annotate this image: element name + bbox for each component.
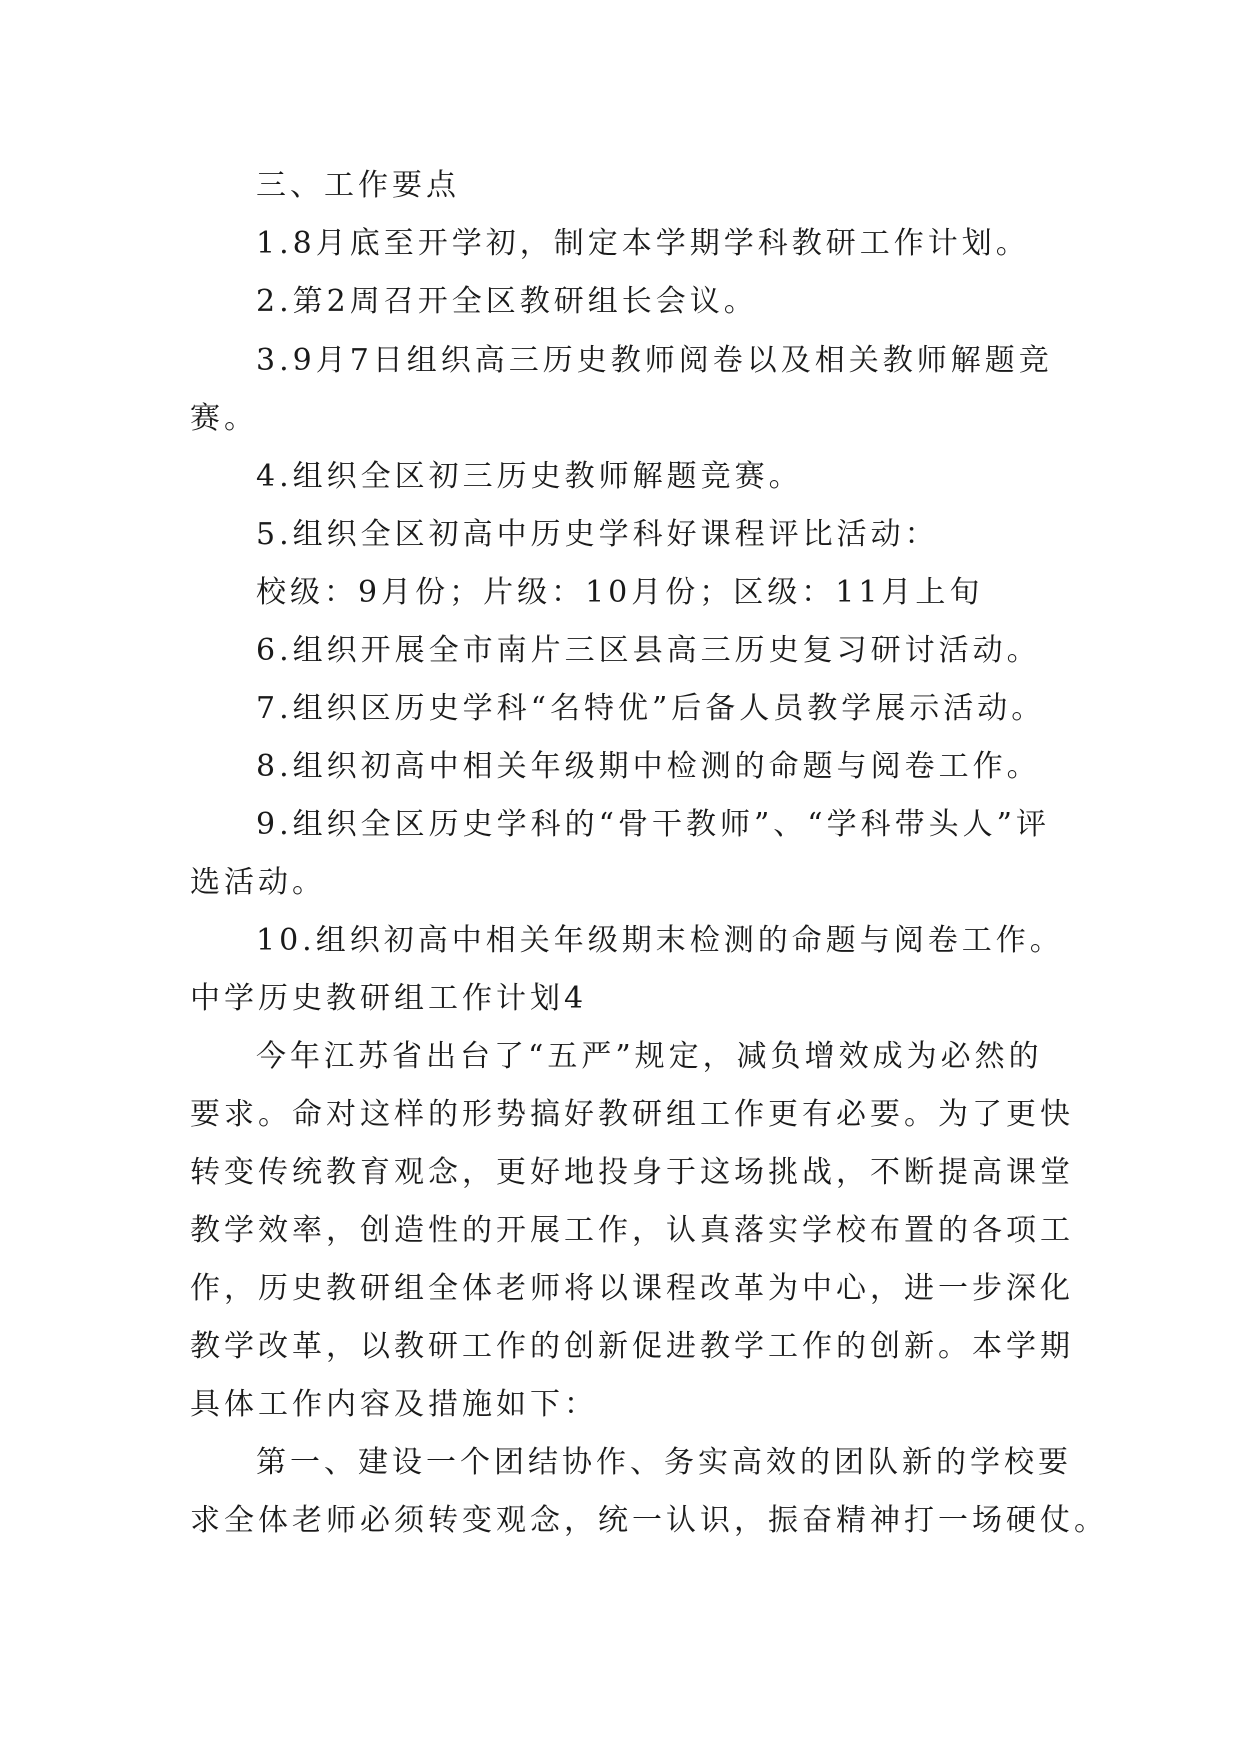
list-item-5-schedule: 校级：9月份；片级：10月份；区级：11月上旬 (256, 575, 984, 610)
paragraph-1-line-5: 作，历史教研组全体老师将以课程改革为中心，进一步深化 (190, 1271, 1074, 1306)
list-item-9: 9.组织全区历史学科的“骨干教师”、“学科带头人”评 (256, 807, 1050, 842)
list-item-3-cont: 赛。 (190, 401, 258, 436)
paragraph-1-line-6: 教学改革，以教研工作的创新促进教学工作的创新。本学期 (190, 1329, 1074, 1364)
paragraph-1-line-1: 今年江苏省出台了“五严”规定，减负增效成为必然的 (256, 1039, 1043, 1074)
list-item-2: 2.第2周召开全区教研组长会议。 (256, 284, 758, 319)
list-item-7: 7.组织区历史学科“名特优”后备人员教学展示活动。 (256, 691, 1046, 726)
paragraph-1-line-7: 具体工作内容及措施如下： (190, 1387, 598, 1422)
plan-title: 中学历史教研组工作计划4 (190, 981, 588, 1016)
list-item-5: 5.组织全区初高中历史学科好课程评比活动： (256, 517, 939, 552)
paragraph-2-line-1: 第一、建设一个团结协作、务实高效的团队新的学校要 (256, 1445, 1072, 1480)
list-item-9-cont: 选活动。 (190, 865, 326, 900)
paragraph-1-line-3: 转变传统教育观念，更好地投身于这场挑战，不断提高课堂 (190, 1155, 1074, 1190)
paragraph-1-line-2: 要求。命对这样的形势搞好教研组工作更有必要。为了更快 (190, 1097, 1074, 1132)
list-item-10: 10.组织初高中相关年级期末检测的命题与阅卷工作。 (256, 923, 1064, 958)
list-item-8: 8.组织初高中相关年级期中检测的命题与阅卷工作。 (256, 749, 1041, 784)
list-item-6: 6.组织开展全市南片三区县高三历史复习研讨活动。 (256, 633, 1041, 668)
paragraph-2-line-2: 求全体老师必须转变观念，统一认识，振奋精神打一场硬仗。 (190, 1503, 1108, 1538)
list-item-1: 1.8月底至开学初，制定本学期学科教研工作计划。 (256, 226, 1030, 261)
paragraph-1-line-4: 教学效率，创造性的开展工作，认真落实学校布置的各项工 (190, 1213, 1074, 1248)
list-item-3: 3.9月7日组织高三历史教师阅卷以及相关教师解题竞 (256, 343, 1053, 378)
section-heading: 三、工作要点 (256, 168, 460, 203)
list-item-4: 4.组织全区初三历史教师解题竞赛。 (256, 459, 803, 494)
